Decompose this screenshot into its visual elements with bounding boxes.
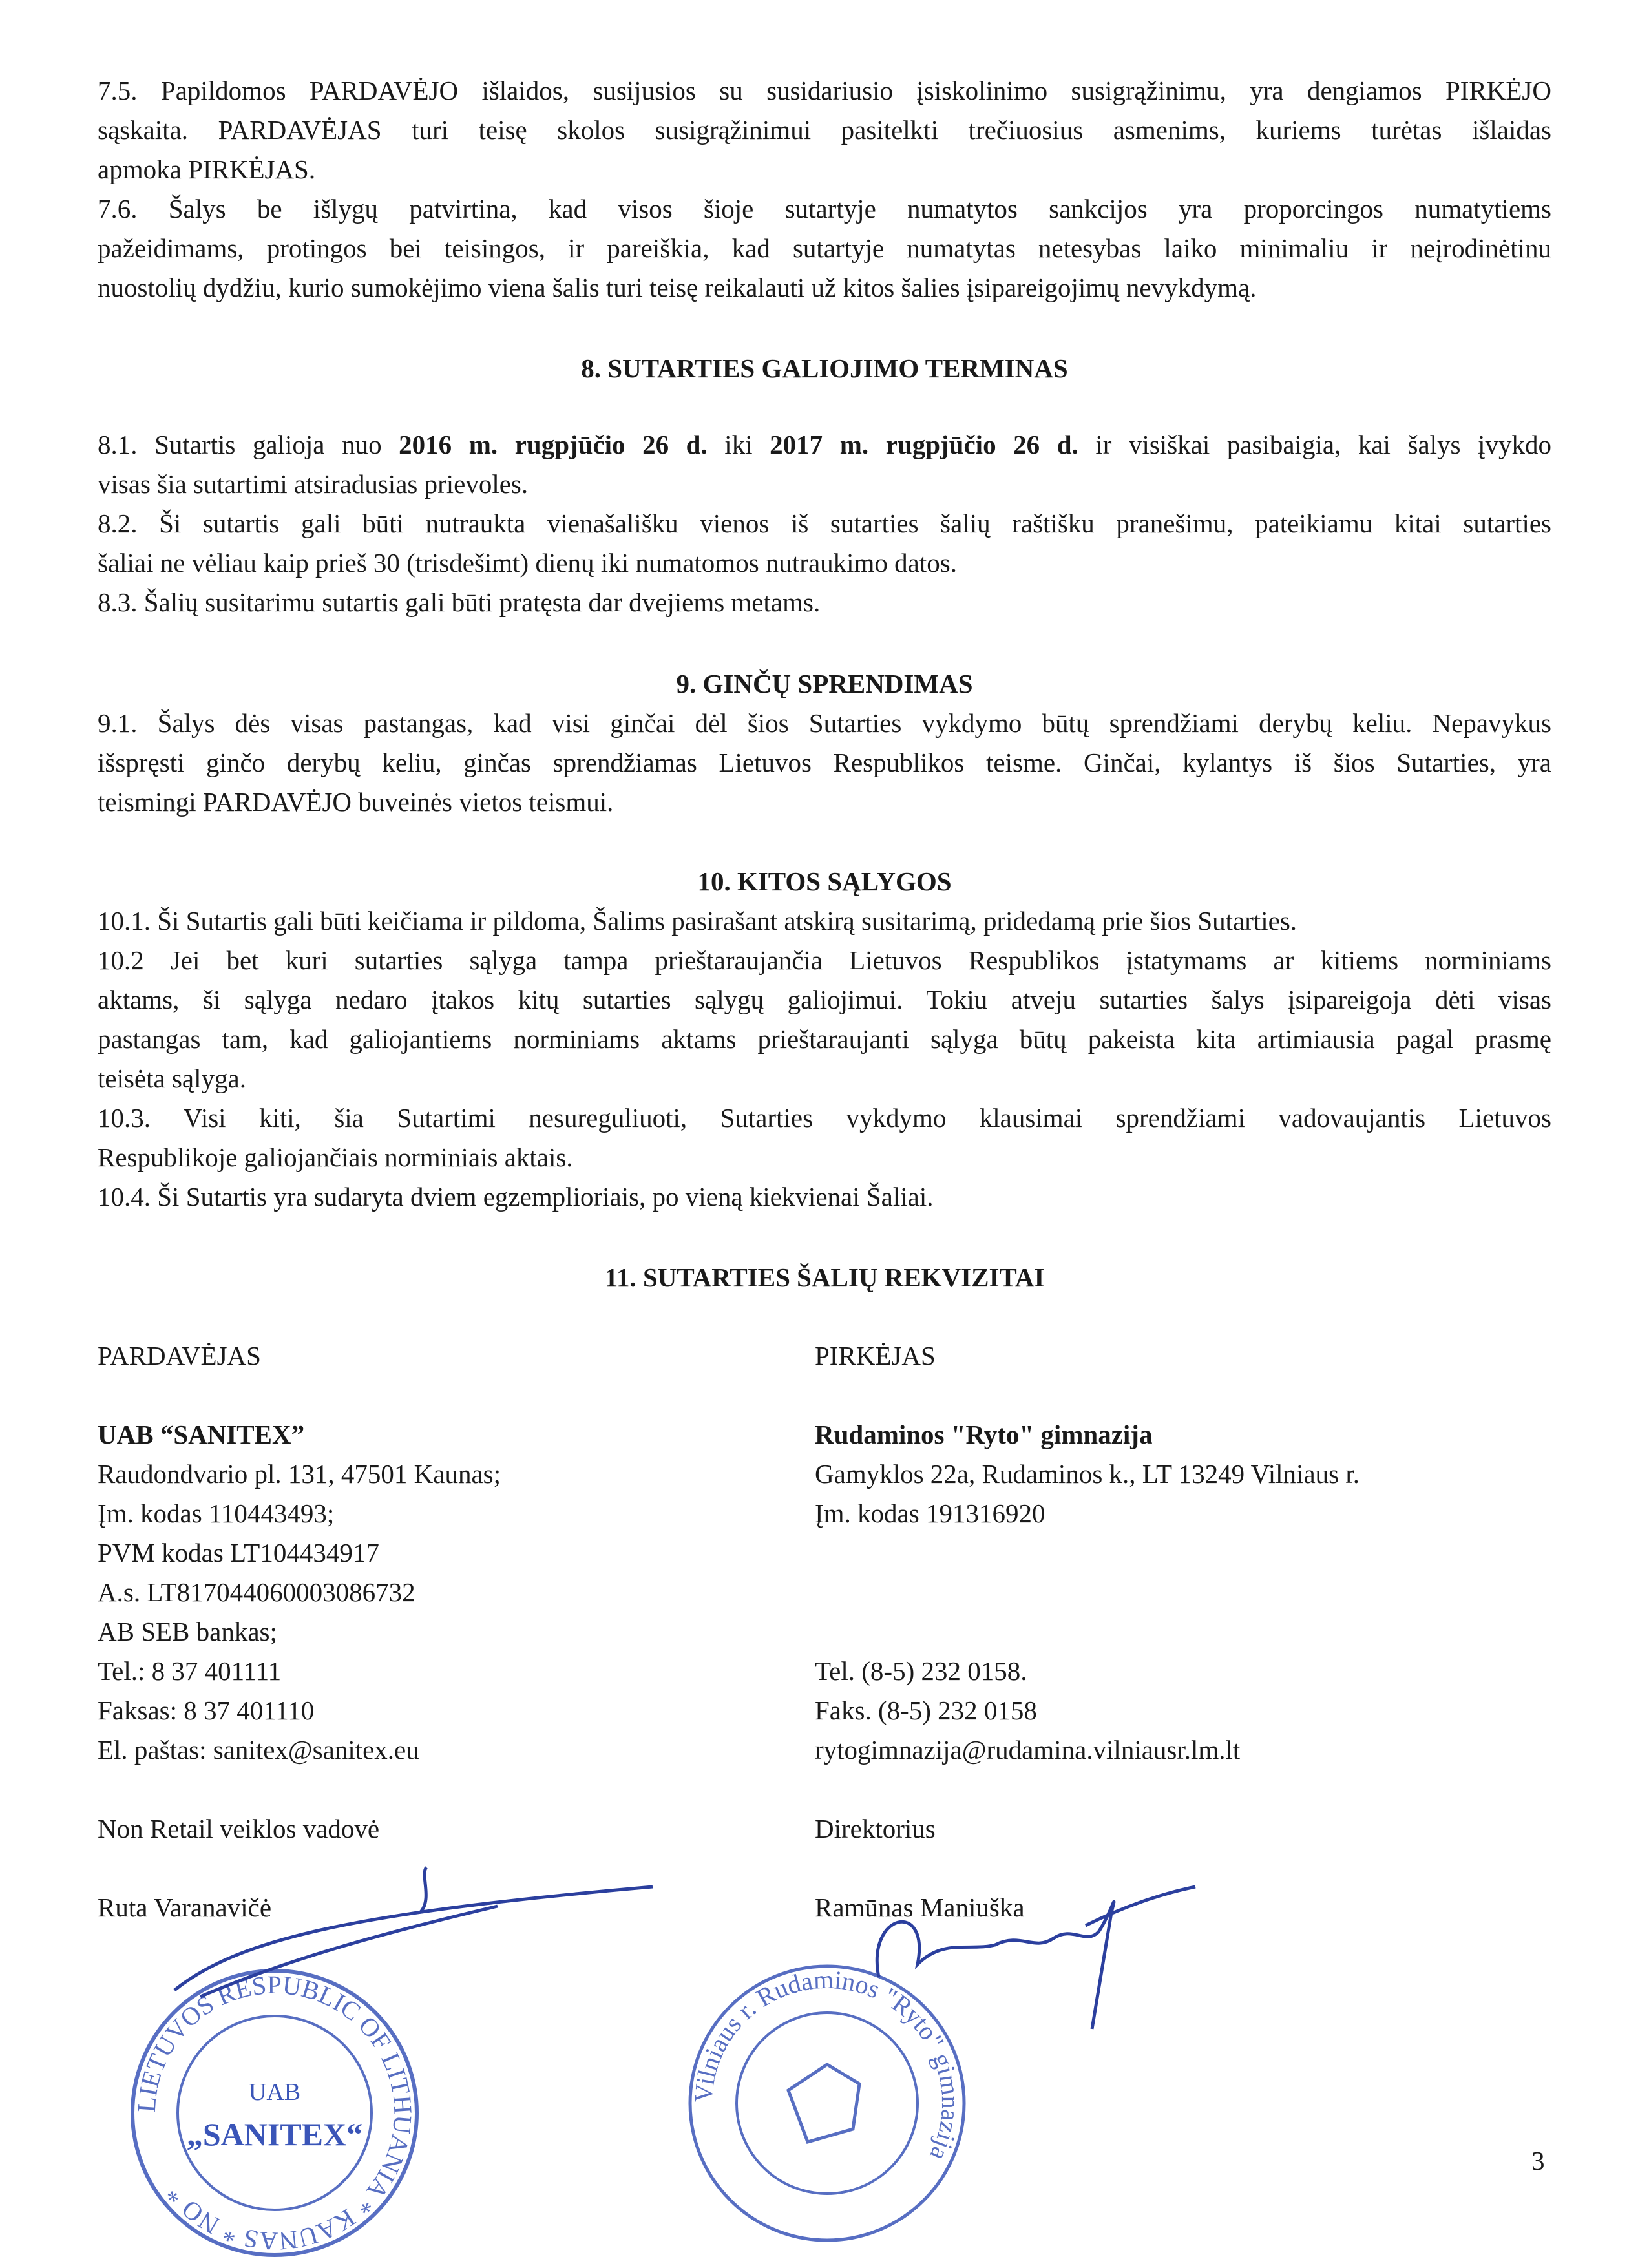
text-line: nuostolių dydžiu, kurio sumokėjimo viena šalis turi teisę reikalauti už kitos šalies įsipareigojimų nevykdymą. <box>98 273 1257 302</box>
text-segment: 8.1. Sutartis galioja nuo <box>98 430 399 459</box>
section-8-text <box>98 425 1551 622</box>
text-line: išspręsti ginčo derybų keliu, ginčas sprendžiamas Lietuvos Respublikos teisme. Ginčai, kylantys iš šios Sutarties, yra <box>98 748 1551 777</box>
text-line: 10.3. Visi kiti, šia Sutartimi nesureguliuoti, Sutarties vykdymo klausimai sprendžiami vadovaujantis Lietuvos <box>98 1103 1551 1133</box>
buyer-signature <box>840 1874 1202 2042</box>
text-line: aktams, ši sąlyga nedaro įtakos kitų sutarties sąlygų galiojimui. Tokiu atveju sutarties šalys įsipareigoja dėti visas <box>98 985 1551 1014</box>
seller-email: El. paštas: sanitex@sanitex.eu <box>98 1735 419 1765</box>
seller-details <box>98 1336 501 1927</box>
seller-position: Non Retail veiklos vadovė <box>98 1814 380 1843</box>
text-line: 10.2 Jei bet kuri sutarties sąlyga tampa prieštaraujančia Lietuvos Respublikos įstatymams ar kitiems norminiams <box>98 945 1551 975</box>
text-segment: ir visiškai pasibaigia, kai šalys įvykdo <box>1078 430 1551 459</box>
seller-bank: AB SEB bankas; <box>98 1617 277 1646</box>
svg-text:Vilniaus r. Rudaminos "Ryto" g: Vilniaus r. Rudaminos "Ryto" gimnazija <box>688 1964 966 2166</box>
text-line: 9.1. Šalys dės visas pastangas, kad visi ginčai dėl šios Sutarties vykdymo būtų sprendžiami derybų keliu. Nepavykus <box>98 708 1551 738</box>
buyer-address: Gamyklos 22a, Rudaminos k., LT 13249 Vilniaus r. <box>815 1459 1360 1489</box>
section-9-heading: 9. GINČŲ SPRENDIMAS <box>676 669 973 698</box>
text-line: visas šia sutartimi atsiradusias prievoles. <box>98 469 529 499</box>
seller-vat-code: PVM kodas LT104434917 <box>98 1538 379 1568</box>
end-date: 2017 m. rugpjūčio 26 d. <box>770 430 1078 459</box>
text-line: 10.4. Ši Sutartis yra sudaryta dviem egzemplioriais, po vieną kiekvienai Šaliai. <box>98 1182 934 1212</box>
seller-tel: Tel.: 8 37 401111 <box>98 1656 282 1686</box>
buyer-position: Direktorius <box>815 1814 936 1843</box>
text-line: šaliai ne vėliau kaip prieš 30 (trisdešimt) dienų iki numatomos nutraukimo datos. <box>98 548 957 578</box>
seller-role: PARDAVĖJAS <box>98 1341 261 1370</box>
seller-address: Raudondvario pl. 131, 47501 Kaunas; <box>98 1459 501 1489</box>
seller-account: A.s. LT817044060003086732 <box>98 1577 415 1607</box>
section-10-text <box>98 901 1551 1217</box>
svg-text:UAB: UAB <box>248 2079 301 2106</box>
buyer-company-code: Įm. kodas 191316920 <box>815 1498 1045 1528</box>
buyer-tel: Tel. (8-5) 232 0158. <box>815 1656 1027 1686</box>
seller-company-code: Įm. kodas 110443493; <box>98 1498 335 1528</box>
seller-fax: Faksas: 8 37 401110 <box>98 1696 315 1725</box>
buyer-email: rytogimnazija@rudamina.vilniausr.lm.lt <box>815 1735 1241 1765</box>
section-11-heading: 11. SUTARTIES ŠALIŲ REKVIZITAI <box>604 1263 1045 1292</box>
buyer-name: Rudaminos "Ryto" gimnazija <box>815 1420 1153 1449</box>
seller-signatory: Ruta Varanavičė <box>98 1893 272 1922</box>
text-line: sąskaita. PARDAVĖJAS turi teisę skolos susigrąžinimui pasitelkti trečiuosius asmenims, kuriems turėtas išlaidas <box>98 115 1551 145</box>
buyer-signatory: Ramūnas Maniuška <box>815 1893 1025 1922</box>
seller-signature <box>162 1861 678 2029</box>
section-9-text <box>98 704 1551 822</box>
text-line: pažeidimams, protingos bei teisingos, ir pareiškia, kad sutartyje numatytas netesybas laiko minimaliu ir neįrodinėtinu <box>98 233 1551 263</box>
text-segment: iki <box>707 430 770 459</box>
svg-text:„SANITEX“: „SANITEX“ <box>186 2116 363 2152</box>
text-line: Respublikoje galiojančiais norminiais aktais. <box>98 1142 573 1172</box>
section-10-heading: 10. KITOS SĄLYGOS <box>697 866 952 896</box>
text-line: pastangas tam, kad galiojantiems norminiams aktams prieštaraujanti sąlyga būtų pakeista kita artimiausia pagal prasmę <box>98 1024 1551 1054</box>
text-line: 7.6. Šalys be išlygų patvirtina, kad visos šioje sutartyje numatytos sankcijos yra proporcingos numatytiems <box>98 194 1551 224</box>
text-line <box>98 425 1551 465</box>
svg-text:LIETUVOS RESPUBLIC OF LITHUANI: LIETUVOS RESPUBLIC OF LITHUANIA * KAUNAS * NO * <box>131 1969 418 2256</box>
text-line: teismingi PARDAVĖJO buveinės vietos teismui. <box>98 787 614 817</box>
text-line: 10.1. Ši Sutartis gali būti keičiama ir pildoma, Šalims pasirašant atskirą susitarimą, pridedamą prie šios Sutarties. <box>98 906 1297 936</box>
page-number: 3 <box>1531 2146 1545 2176</box>
section-7-text <box>98 71 1551 308</box>
buyer-details <box>815 1336 1360 1927</box>
section-8-heading: 8. SUTARTIES GALIOJIMO TERMINAS <box>581 353 1068 383</box>
text-line: 7.5. Papildomos PARDAVĖJO išlaidos, susijusios su susidariusio įsiskolinimo susigrąžinimu, yra dengiamos PIRKĖJO <box>98 76 1551 105</box>
text-line: 8.3. Šalių susitarimu sutartis gali būti pratęsta dar dvejiems metams. <box>98 587 821 617</box>
buyer-role: PIRKĖJAS <box>815 1341 936 1370</box>
seller-name: UAB “SANITEX” <box>98 1420 305 1449</box>
start-date: 2016 m. rugpjūčio 26 d. <box>399 430 708 459</box>
text-line: 8.2. Ši sutartis gali būti nutraukta vienašališku vienos iš sutarties šalių raštišku pranešimu, pateikiamu kitai sutarties <box>98 509 1551 538</box>
text-line: teisėta sąlyga. <box>98 1064 246 1093</box>
text-line: apmoka PIRKĖJAS. <box>98 154 316 184</box>
buyer-fax: Faks. (8-5) 232 0158 <box>815 1696 1037 1725</box>
